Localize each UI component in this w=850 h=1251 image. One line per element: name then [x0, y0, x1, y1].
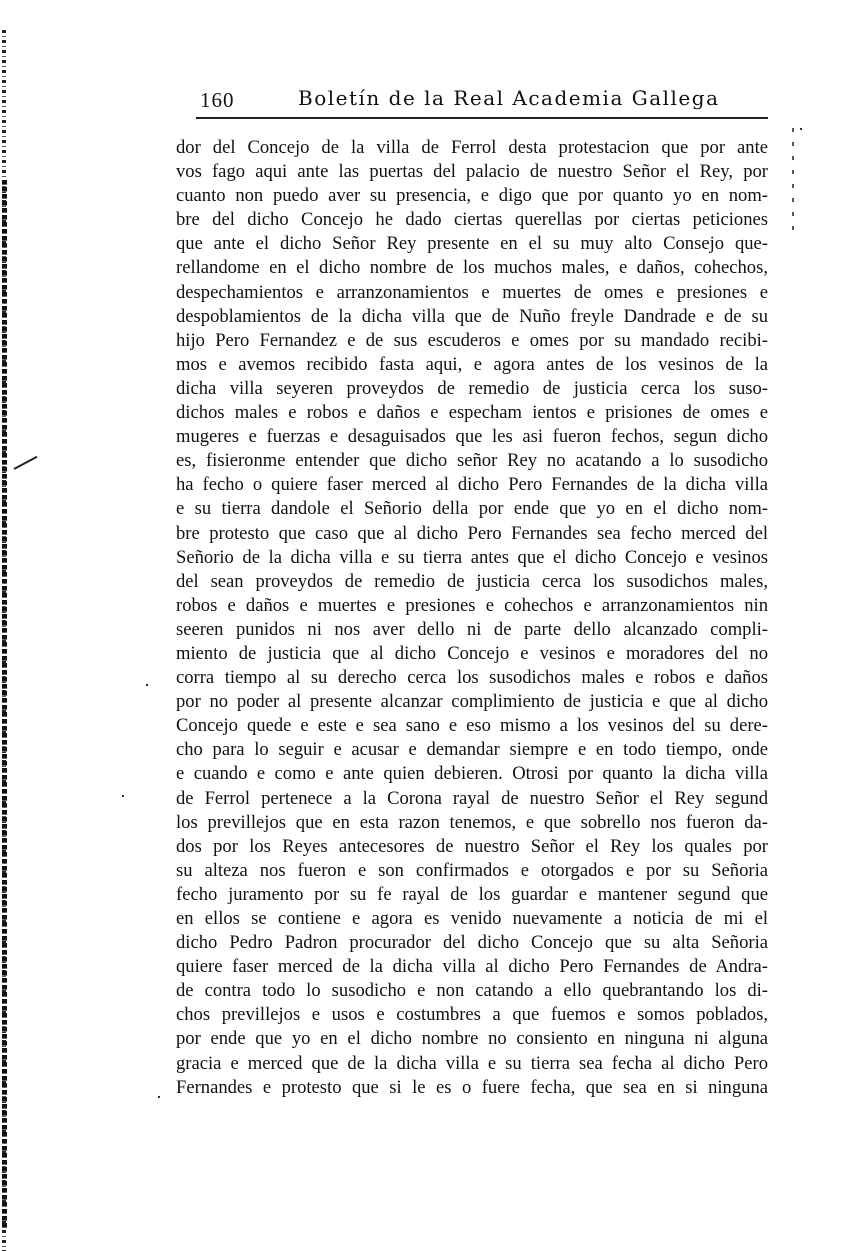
text-line: e su tierra dandole el Señorio della por ende que yo en el dicho nom- — [176, 498, 768, 520]
text-line: los previllejos que en esta razon tenemos, e que sobrello nos fueron da- — [176, 811, 768, 833]
text-line: su alteza nos fueron e son confirmados e otorgados e por su Señoria — [176, 859, 768, 881]
scan-speck — [146, 684, 148, 686]
text-line: fecho juramento por su fe rayal de los guardar e mantener segund que — [176, 883, 768, 905]
text-line: despechamientos e arranzonamientos e muertes de omes e presiones e — [176, 281, 768, 303]
text-line: del sean proveydos de remedio de justicia cerca los susodichos males, — [176, 570, 768, 592]
page-number: 160 — [200, 88, 235, 112]
text-line: Señorio de la dicha villa e su tierra antes que el dicho Concejo e vesinos — [176, 546, 768, 568]
text-line: despoblamientos de la dicha villa que de Nuño freyle Dandrade e de su — [176, 305, 768, 327]
text-line: chos previllejos e usos e costumbres a que fuemos e somos poblados, — [176, 1004, 768, 1026]
text-line: cho para lo seguir e acusar e demandar siempre e en todo tiempo, onde — [176, 739, 768, 761]
scan-left-edge-artifact-dense — [2, 180, 7, 1230]
text-line: vos fago aqui ante las puertas del palacio de nuestro Señor el Rey, por — [176, 161, 768, 183]
text-line: e cuando e como e ante quien debieren. Otrosi por quanto la dicha villa — [176, 763, 768, 785]
text-line: quiere faser merced de la dicha villa al dicho Pero Fernandes de Andra- — [176, 956, 768, 978]
body-text — [176, 136, 768, 1100]
text-line: que ante el dicho Señor Rey presente en el su muy alto Consejo que- — [176, 233, 768, 255]
text-line: gracia e merced que de la dicha villa e su tierra sea fecha al dicho Pero — [176, 1052, 768, 1074]
text-line: dicha villa seyeren proveydos de remedio de justicia cerca los suso- — [176, 377, 768, 399]
text-line: de contra todo lo susodicho e non catando a ello quebrantando los di- — [176, 980, 768, 1002]
text-line: corra tiempo al su derecho cerca los susodichos males e robos e daños — [176, 667, 768, 689]
scan-speck — [158, 1096, 160, 1098]
margin-pencil-mark — [14, 456, 38, 470]
text-line: rellandome en el dicho nombre de los muchos males, e daños, cohechos, — [176, 257, 768, 279]
scan-right-margin-artifact — [792, 128, 794, 238]
header-rule — [196, 117, 768, 119]
text-line: por no poder al presente alcanzar complimiento de justicia e que al dicho — [176, 691, 768, 713]
text-line: por ende que yo en el dicho nombre no consiento en ninguna ni alguna — [176, 1028, 768, 1050]
text-line: Concejo quede e este e sea sano e eso mismo a los vesinos del su dere- — [176, 715, 768, 737]
text-line: bre del dicho Concejo he dado ciertas querellas por ciertas peticiones — [176, 209, 768, 231]
text-line: dichos males e robos e daños e especham ientos e prisiones de omes e — [176, 402, 768, 424]
text-line: hijo Pero Fernandez e de sus escuderos e omes por su mandado recibi- — [176, 329, 768, 351]
text-line: dos por los Reyes antecesores de nuestro Señor el Rey los quales por — [176, 835, 768, 857]
text-line: mos e avemos recibido fasta aqui, e agora antes de los vesinos de la — [176, 353, 768, 375]
running-title: Boletín de la Real Academia Gallega — [298, 86, 720, 110]
text-line: seeren punidos ni nos aver dello ni de parte dello alcanzado compli- — [176, 618, 768, 640]
text-line: mugeres e fuerzas e desaguisados que les asi fueron fechos, segun dicho — [176, 426, 768, 448]
text-line: ha fecho o quiere faser merced al dicho Pero Fernandes de la dicha villa — [176, 474, 768, 496]
text-line: dicho Pedro Padron procurador del dicho Concejo que su alta Señoria — [176, 932, 768, 954]
scan-speck — [122, 795, 124, 797]
text-line: cuanto non puedo aver su presencia, e digo que por quanto yo en nom- — [176, 185, 768, 207]
text-line: Fernandes e protesto que si le es o fuere fecha, que sea en si ninguna — [176, 1076, 768, 1098]
text-line: miento de justicia que al dicho Concejo e vesinos e moradores del no — [176, 642, 768, 664]
text-line: de Ferrol pertenece a la Corona rayal de nuestro Señor el Rey segund — [176, 787, 768, 809]
text-line: en ellos se contiene e agora es venido nuevamente a noticia de mi el — [176, 908, 768, 929]
scan-speck — [800, 128, 802, 130]
text-line: es, fisieronme entender que dicho señor Rey no acatando a lo susodicho — [176, 450, 768, 472]
text-line: robos e daños e muertes e presiones e cohechos e arranzonamientos nin — [176, 594, 768, 616]
text-line: dor del Concejo de la villa de Ferrol desta protestacion que por ante — [176, 137, 768, 158]
page-header — [200, 86, 770, 114]
text-line: bre protesto que caso que al dicho Pero Fernandes sea fecho merced del — [176, 522, 768, 544]
